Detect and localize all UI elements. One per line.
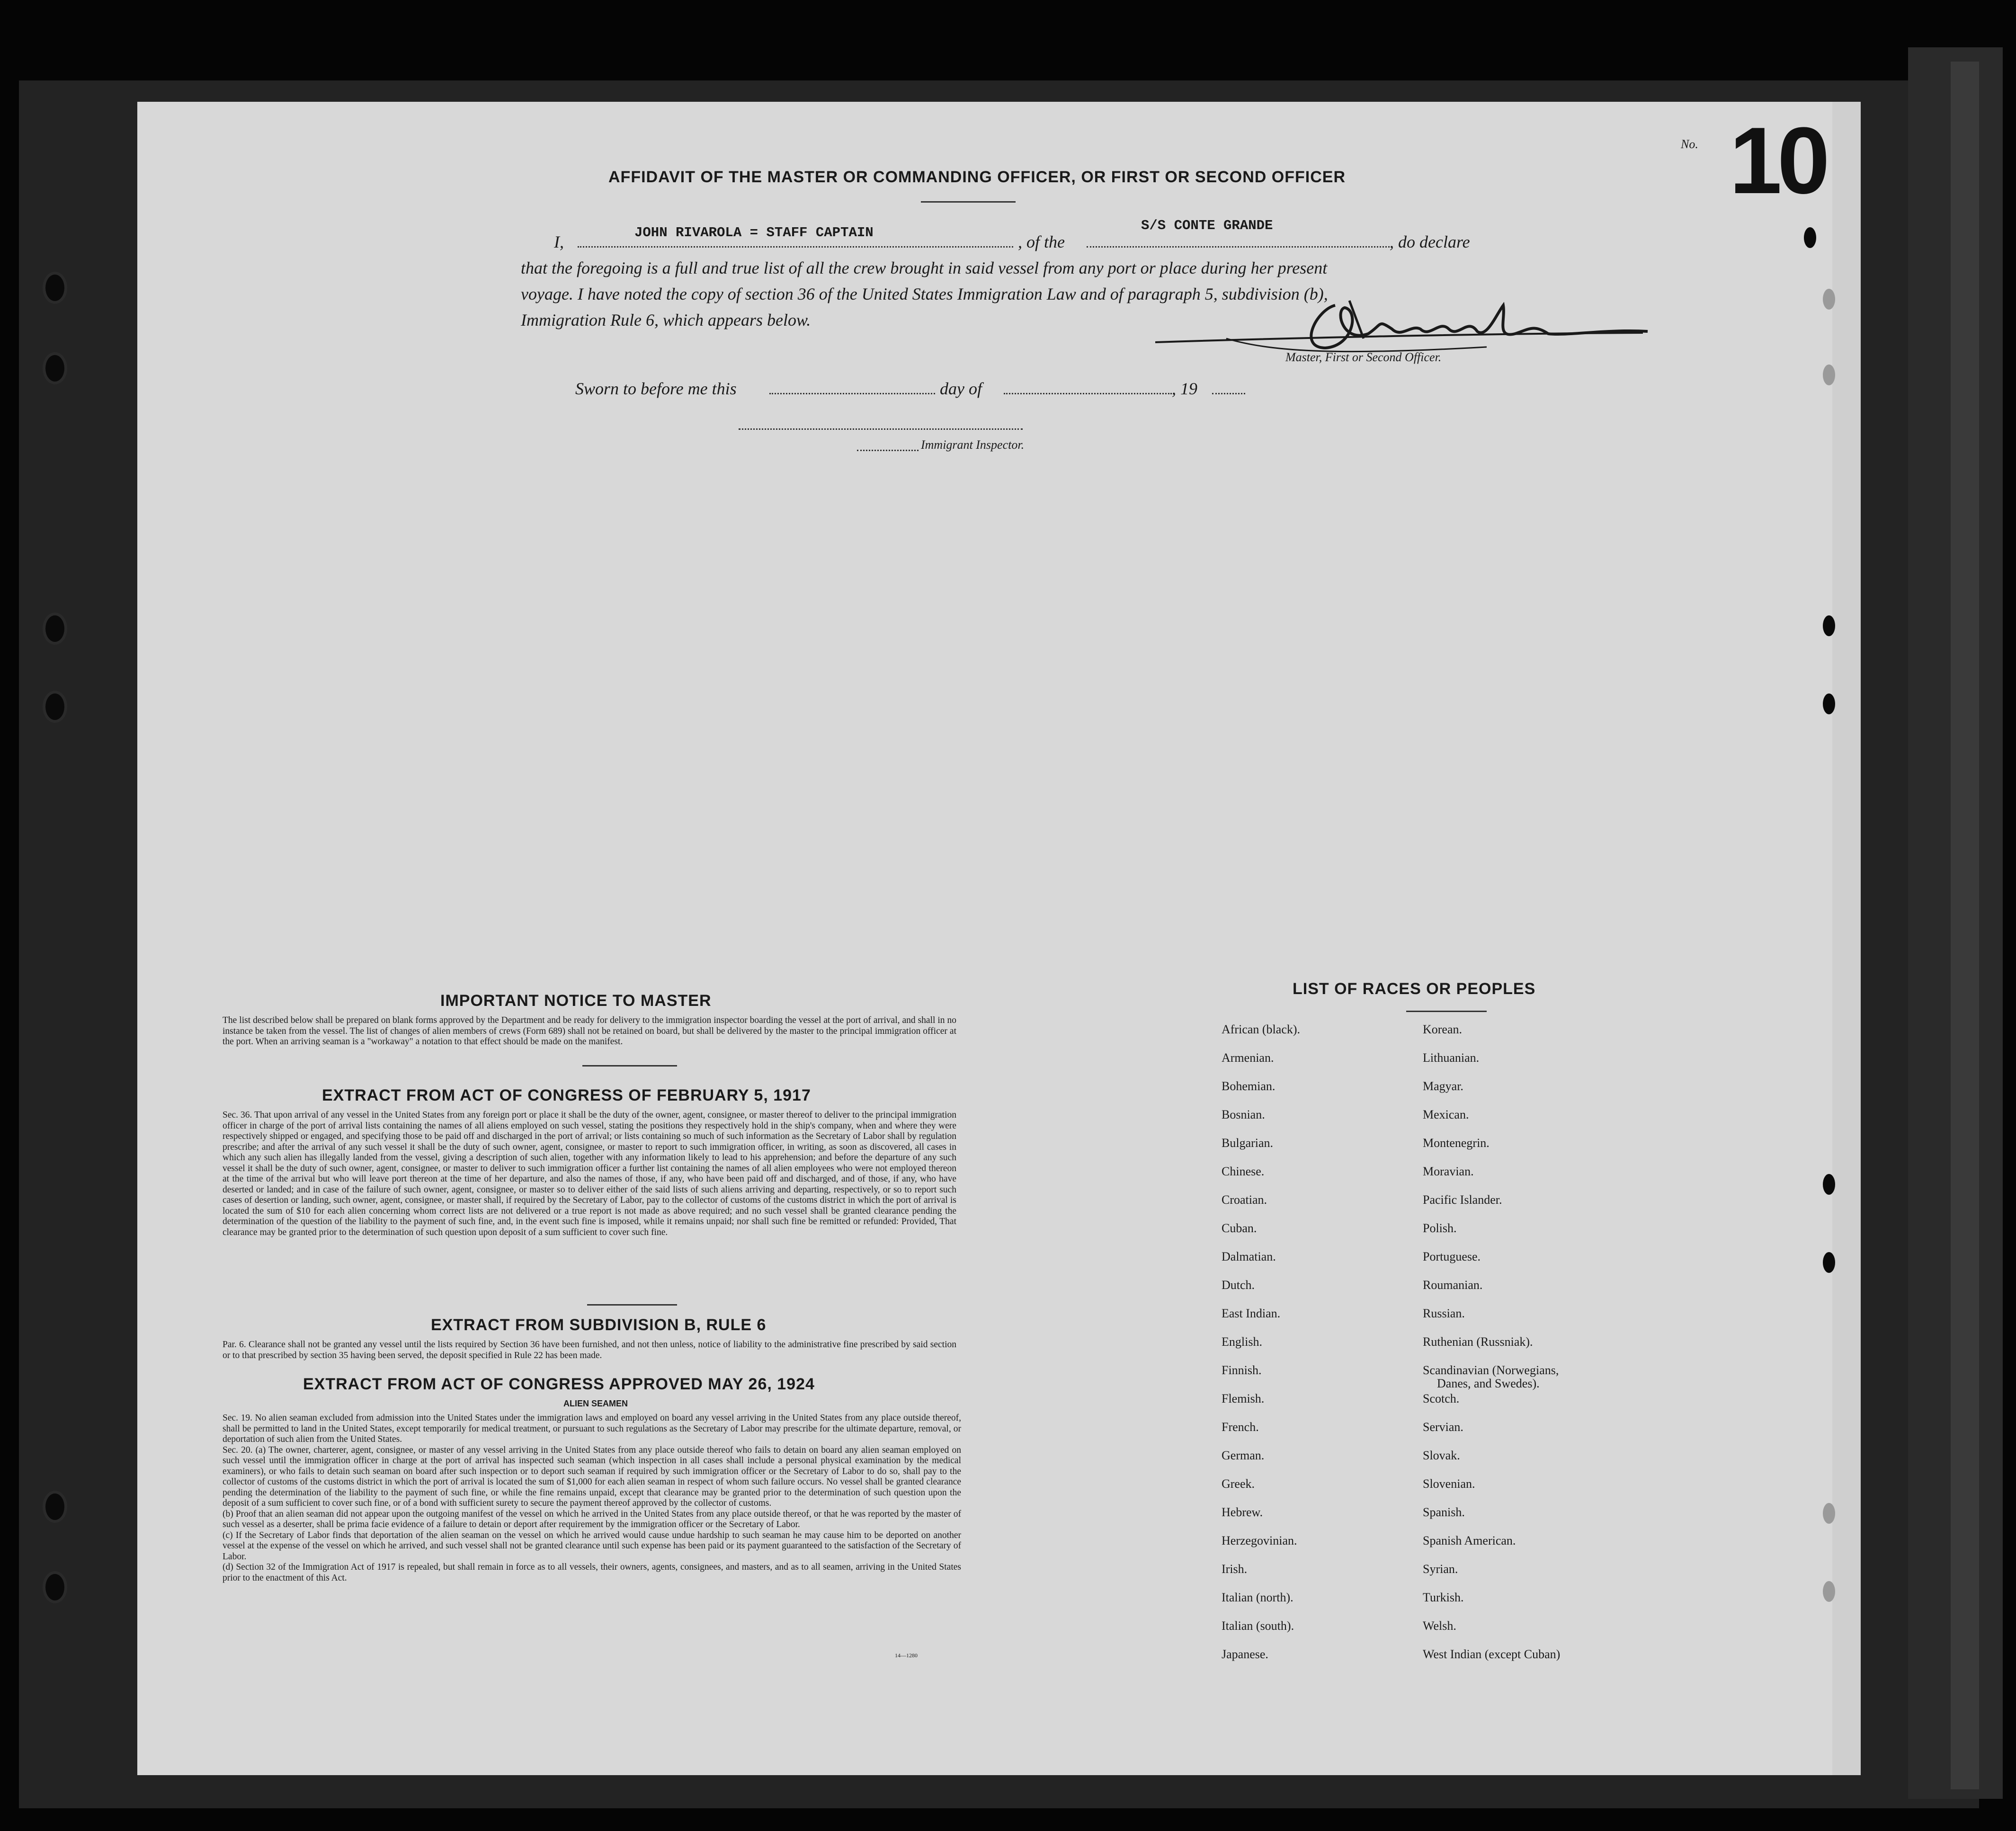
race-item: Scotch. <box>1423 1392 1460 1405</box>
race-item: Portuguese. <box>1423 1250 1481 1263</box>
subdivision-heading: EXTRACT FROM SUBDIVISION B, RULE 6 <box>431 1316 767 1334</box>
race-item: Dutch. <box>1222 1278 1255 1292</box>
master-name: JOHN RIVAROLA = STAFF CAPTAIN <box>634 225 874 240</box>
punch-hole <box>1823 364 1835 385</box>
subdivision-text: Par. 6. Clearance shall not be granted any vessel until the lists required by Section 36 have been furnished, and not then unless, notice of liability to the administrative fine prescribed by said section or to that prescribed by section 35 having been served, the deposit specified in Rule 22 has been made. <box>223 1340 956 1360</box>
extract-1917-rule <box>587 1304 677 1306</box>
race-item: Italian (south). <box>1222 1619 1294 1633</box>
affidavit-of-the: , of the <box>1018 232 1065 251</box>
ship-line <box>1087 246 1390 248</box>
notice-heading: IMPORTANT NOTICE TO MASTER <box>440 992 712 1010</box>
punch-hole <box>1823 693 1835 714</box>
binder-hole <box>45 693 64 720</box>
race-item: Bulgarian. <box>1222 1136 1274 1150</box>
sworn-label: Sworn to before me this <box>575 379 737 398</box>
race-item: Korean. <box>1423 1022 1463 1036</box>
race-item: Irish. <box>1222 1562 1248 1576</box>
race-item: African (black). <box>1222 1022 1301 1036</box>
name-line <box>578 246 1013 248</box>
race-item: English. <box>1222 1335 1262 1349</box>
races-heading: LIST OF RACES OR PEOPLES <box>1293 980 1536 998</box>
heading-rule <box>921 201 1016 203</box>
race-item: Bosnian. <box>1222 1108 1265 1121</box>
inspector-caption: Immigrant Inspector. <box>921 438 1025 452</box>
notice-rule <box>582 1065 677 1067</box>
sworn-month-line <box>1004 393 1172 394</box>
race-item: Ruthenian (Russniak). <box>1423 1335 1533 1349</box>
binder-hole <box>45 275 64 301</box>
page-number-stamp: 10 <box>1729 108 1825 213</box>
race-item: Cuban. <box>1222 1221 1257 1235</box>
affidavit-heading: AFFIDAVIT OF THE MASTER OR COMMANDING OFFICER, OR FIRST OR SECOND OFFICER <box>608 168 1346 186</box>
race-item: Greek. <box>1222 1477 1255 1491</box>
race-item: Magyar. <box>1423 1079 1463 1093</box>
affidavit-line-3: voyage. I have noted the copy of section 36 of the United States Immigration Law and of paragraph 5, subdivision (b), <box>521 284 1328 303</box>
affidavit-line-2: that the foregoing is a full and true list of all the crew brought in said vessel from any port or place during her present <box>521 258 1328 277</box>
extract-1917-heading: EXTRACT FROM ACT OF CONGRESS OF FEBRUARY 5, 1917 <box>322 1086 811 1104</box>
race-item: Scandinavian (Norwegians, <box>1423 1363 1559 1377</box>
race-item: Polish. <box>1423 1221 1457 1235</box>
race-item: Russian. <box>1423 1307 1465 1320</box>
race-item: French. <box>1222 1420 1259 1434</box>
race-item: Japanese. <box>1222 1647 1268 1661</box>
race-item: Spanish. <box>1423 1505 1465 1519</box>
race-item: Turkish. <box>1423 1591 1464 1604</box>
race-item: East Indian. <box>1222 1307 1281 1320</box>
year-line <box>1212 393 1245 394</box>
alien-seamen-subheading: ALIEN SEAMEN <box>563 1399 628 1408</box>
year-label: , 19 <box>1172 379 1197 398</box>
sec-20d-text: (d) Section 32 of the Immigration Act of 1917 is repealed, but shall remain in force as to all vessels, their owners, agents, consignees, and masters, and as to all seamen, arriving in the United States prior to the enactment of this Act. <box>223 1562 961 1583</box>
extract-1924-body <box>223 1413 961 1583</box>
race-item: Lithuanian. <box>1423 1051 1480 1065</box>
affidavit-i-label: I, <box>554 232 564 251</box>
handwritten-signature <box>1155 291 1652 357</box>
punch-hole <box>1804 227 1816 248</box>
punch-hole <box>1823 1581 1835 1602</box>
race-item: Servian. <box>1423 1420 1463 1434</box>
race-item: Welsh. <box>1423 1619 1456 1633</box>
page-right-edge <box>1832 102 1861 1775</box>
race-item: Slovak. <box>1423 1449 1460 1462</box>
race-item: Croatian. <box>1222 1193 1267 1207</box>
form-number: 14—1280 <box>895 1652 918 1659</box>
race-item: Syrian. <box>1423 1562 1458 1576</box>
ship-name: S/S CONTE GRANDE <box>1141 218 1273 233</box>
affidavit-do-declare: , do declare <box>1390 232 1470 251</box>
races-rule <box>1406 1011 1487 1012</box>
race-item: Montenegrin. <box>1423 1136 1490 1150</box>
race-item: Hebrew. <box>1222 1505 1263 1519</box>
race-item: Herzegovinian. <box>1222 1534 1297 1547</box>
race-item: Roumanian. <box>1423 1278 1483 1292</box>
sworn-day-line <box>769 393 935 394</box>
race-item: Chinese. <box>1222 1164 1265 1178</box>
binder-hole <box>45 1574 64 1600</box>
punch-hole <box>1823 1503 1835 1524</box>
race-item: Danes, and Swedes). <box>1437 1377 1540 1390</box>
sec-20b-text: (b) Proof that an alien seaman did not appear upon the outgoing manifest of the vessel on which he arrived in the United States from any place outside thereof, or that he was reported by the master of such vessel as a deserter, shall be prima facie evidence of a failure to detain or deport after requirement by the immigration officer or the Secretary of Labor. <box>223 1509 961 1529</box>
race-item: Moravian. <box>1423 1164 1474 1178</box>
sec-19-text: Sec. 19. No alien seaman excluded from admission into the United States under the immigration laws and employed on board any vessel arriving in the United States from any place outside thereof, shall be permitted to land in the United States, except temporarily for medical treatment, or pursuant to such regulations as the Secretary of Labor may prescribe for the ultimate departure, removal, or deportation of such alien from the United States. <box>223 1413 961 1444</box>
race-item: Finnish. <box>1222 1363 1262 1377</box>
number-label: No. <box>1681 137 1698 151</box>
race-item: Italian (north). <box>1222 1591 1293 1604</box>
punch-hole <box>1823 615 1835 636</box>
inspector-lead-line <box>857 450 919 451</box>
extract-1917-text: Sec. 36. That upon arrival of any vessel in the United States from any foreign port or place it shall be the duty of the owner, agent, consignee, or master thereof to deliver to the principal immigration officer in charge of the port of arrival lists containing the names of all aliens employed on such vessel, stating the positions they respectively hold in the ship's company, when and where they were respectively shipped or engaged, and specifying those to be paid off and discharged in the port of arrival; or lists containing so much of such information as the Secretary of Labor shall by regulation prescribe; and after the arrival of any such vessel it shall be the duty of such owner, agent, consignee, or master to report to such immigration officer, in writing, as soon as discovered, all cases in which any such alien has illegally landed from the vessel, giving a description of such alien, together with any information likely to lead to his apprehension; and before the departure of any such vessel it shall be the duty of such owner, agent, consignee, or master to deliver to such immigration officer a further list containing the names of all alien employees who were not employed thereon at the time of the arrival but who will leave port thereon at the time of her departure, and also the names of those, if any, who have been paid off and discharged, and of those, if any, who have deserted or landed; and in case of the failure of such owner, agent, consignee, or master so to deliver either of the said lists of such aliens arriving and departing, respectively, or so to report such cases of desertion or landing, such owner, agent, consignee, or master shall, if required by the Secretary of Labor, pay to the collector of customs of the customs district in which the port of arrival is located the sum of $10 for each alien concerning whom correct lists are not delivered or a true report is not made as above required; and no such vessel shall be granted clearance pending the determination of the question of the liability to the payment of such fine, and, in the event such fine is imposed, while it remains unpaid; nor shall such fine be remitted or refunded: Provided, That clearance may be granted prior to the determination of such question upon deposit of a sum sufficient to cover such fine. <box>223 1110 956 1237</box>
binder-hole <box>45 615 64 642</box>
punch-hole <box>1823 1174 1835 1195</box>
race-item: West Indian (except Cuban) <box>1423 1647 1561 1661</box>
stacked-page-edges-2 <box>1951 62 1979 1789</box>
race-item: German. <box>1222 1449 1265 1462</box>
race-item: Bohemian. <box>1222 1079 1276 1093</box>
affidavit-line-4: Immigration Rule 6, which appears below. <box>521 311 811 329</box>
day-of-label: day of <box>940 379 982 398</box>
binder-hole <box>45 1493 64 1520</box>
sec-20a-text: Sec. 20. (a) The owner, charterer, agent, consignee, or master of any vessel arriving in the United States from any place outside thereof who fails to detain on board any alien seaman employed on such vessel until the immigration officer in charge at the port of arrival has inspected such seaman (which inspection in all cases shall include a personal physical examination by the medical examiners), or who fails to detain such seaman on board after such inspection or to deport such seaman if required by such immigration officer or the Secretary of Labor to do so, shall pay to the collector of customs of the customs district in which the port of arrival is located the sum of $1,000 for each alien seaman in respect of whom such failure occurs. No vessel shall be granted clearance pending the determination of the liability to the payment of such fine, or while the fine remains unpaid, except that clearance may be granted prior to the determination of such question upon the deposit of a sum sufficient to cover such fine, or of a bond with sufficient surety to secure the payment thereof approved by the collector of customs. <box>223 1445 961 1508</box>
race-item: Flemish. <box>1222 1392 1265 1405</box>
binder-hole <box>45 355 64 382</box>
notice-text: The list described below shall be prepared on blank forms approved by the Department and be ready for delivery to the immigration inspector boarding the vessel at the port of arrival, and shall in no instance be taken from the vessel. The list of changes of alien members of crews (Form 689) shall not be retained on board, but shall be delivered by the master to the principal immigration officer at the port. When an arriving seaman is a "workaway" a notation to that effect should be made on the manifest. <box>223 1015 956 1047</box>
signature-caption: Master, First or Second Officer. <box>1285 350 1442 364</box>
inspector-signature-line <box>739 428 1023 430</box>
document-page <box>137 102 1861 1775</box>
race-item: Armenian. <box>1222 1051 1274 1065</box>
punch-hole <box>1823 1252 1835 1273</box>
race-item: Spanish American. <box>1423 1534 1516 1547</box>
extract-1924-heading: EXTRACT FROM ACT OF CONGRESS APPROVED MAY 26, 1924 <box>303 1375 815 1393</box>
sec-20c-text: (c) If the Secretary of Labor finds that deportation of the alien seaman on the vessel on which he arrived would cause undue hardship to such seaman he may cause him to be deported on another vessel at the expense of the vessel on which he arrived, and such vessel shall not be granted clearance until such expense has been paid or its payment guaranteed to the satisfaction of the Secretary of Labor. <box>223 1530 961 1562</box>
punch-hole <box>1823 289 1835 310</box>
race-item: Dalmatian. <box>1222 1250 1276 1263</box>
race-item: Pacific Islander. <box>1423 1193 1502 1207</box>
race-item: Mexican. <box>1423 1108 1469 1121</box>
race-item: Slovenian. <box>1423 1477 1475 1491</box>
